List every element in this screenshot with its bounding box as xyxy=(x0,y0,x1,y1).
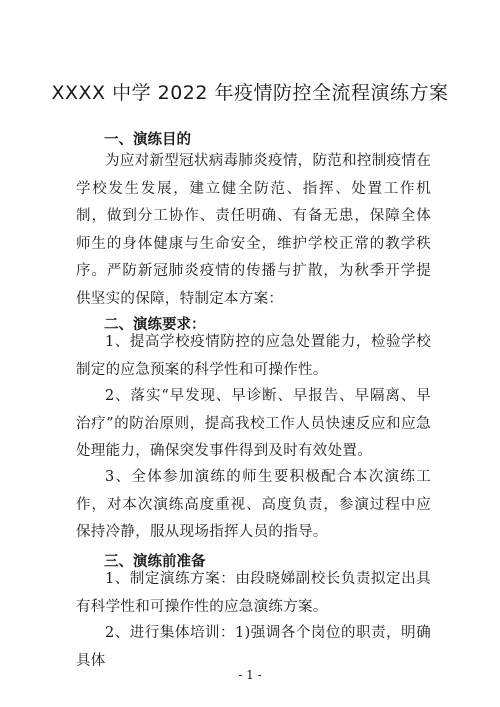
page-number: - 1 - xyxy=(238,668,262,682)
requirement-item-1: 1、提高学校疫情防控的应急处置能力，检验学校制定的应急预案的科学性和可操作性。 xyxy=(76,334,431,378)
paragraph-purpose: 为应对新型冠状病毒肺炎疫情，防范和控制疫情在学校发生发展，建立健全防范、指挥、处置工作机制，做到分工协作、责任明确、有备无患，保障全体师生的身体健康与生命安全，维护学校正常的教学秩序。严防新冠肺炎疫情的传播与扩散，为秋季开学提供坚实的保障，特制定本方案： xyxy=(76,153,431,307)
requirement-item-2: 2、落实“早发现、早诊断、早报告、早隔离、早治疗”的防治原则，提高我校工作人员快速反应和应急处理能力，确保突发事件得到及时有效处置。 xyxy=(76,388,431,459)
preparation-item-1: 1、制定演练方案：由段晓娣副校长负责拟定出具有科学性和可操作性的应急演练方案。 xyxy=(76,571,431,615)
preparation-item-2: 2、进行集体培训：1)强调各个岗位的职责，明确具体 xyxy=(76,625,431,669)
requirement-item-3: 3、全体参加演练的师生要积极配合本次演练工作，对本次演练高度重视、高度负责，参演过程中应保持冷静，服从现场指挥人员的指导。 xyxy=(76,469,431,540)
section-heading-requirements: 二、演练要求： xyxy=(104,317,206,333)
document-title: XXXX 中学 2022 年疫情防控全流程演练方案 xyxy=(51,82,449,104)
section-heading-purpose: 一、演练目的 xyxy=(104,132,191,148)
section-heading-preparation: 三、演练前准备 xyxy=(104,554,206,570)
